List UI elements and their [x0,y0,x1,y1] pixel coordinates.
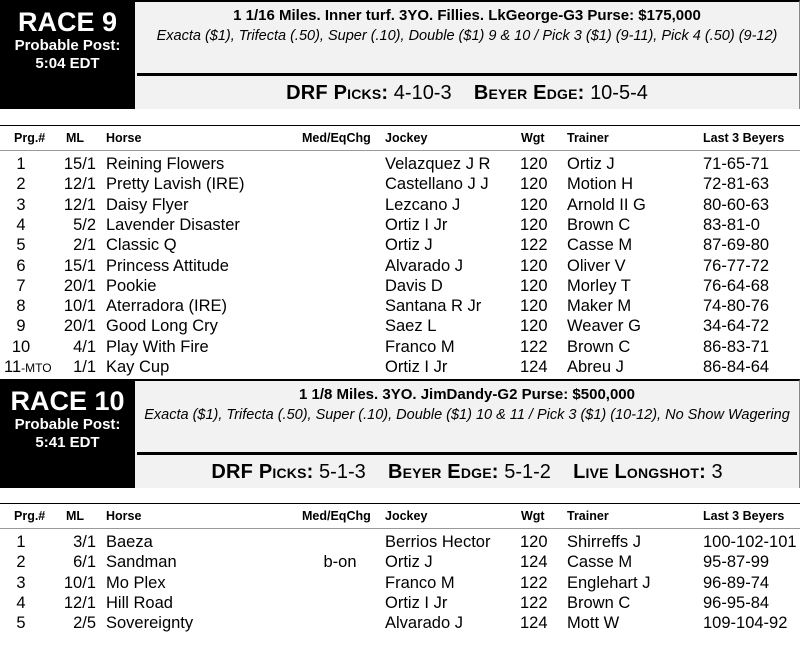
cell-beyers: 87-69-80 [703,236,770,255]
cell-ml: 2/1 [73,236,96,255]
cell-beyers: 34-64-72 [703,317,770,336]
cell-wgt: 122 [520,573,548,592]
cell-wgt: 120 [520,195,548,214]
cell-horse: Baeza [106,533,153,551]
cell-beyers: 72-81-63 [703,175,770,194]
table-row [0,195,800,215]
cell-jockey: Franco M [385,573,455,592]
cell-ml: 20/1 [63,276,96,295]
table-row [0,337,800,357]
table-row [0,215,800,235]
cell-prg: 3 [16,573,26,592]
col-beyers: Last 3 Beyers [703,131,785,145]
race-9-post-label: Probable Post: [14,37,121,54]
drf-picks-label: DRF Picks: [286,82,389,104]
cell-prg: 4 [16,215,26,234]
table-row [0,296,800,316]
cell-jockey: Lezcano J [385,195,461,214]
cell-jockey: Ortiz J [385,236,433,255]
race-10-picks [135,459,799,485]
cell-prg: 1 [16,155,26,173]
beyer-edge-label: Beyer Edge: [473,82,585,104]
cell-trainer: Mott W [567,614,620,633]
cell-jockey: Alvarado J [385,256,463,275]
table-row [0,174,800,194]
race-9-header [0,0,800,109]
col-trainer: Trainer [567,509,609,523]
table-row [0,532,800,552]
cell-ml: 1/1 [73,358,96,376]
cell-horse: Play With Fire [106,337,209,356]
cell-horse: Good Long Cry [106,317,218,336]
cell-trainer: Maker M [567,297,632,316]
beyer-edge-value: 10-5-4 [590,82,648,104]
cell-prg-suffix: -MTO [21,361,52,375]
cell-wgt: 120 [520,276,548,295]
table-row [0,613,800,633]
race-9-number: RACE 9 [17,7,118,37]
cell-horse: Hill Road [106,593,173,612]
cell-prg: 7 [16,276,26,295]
race-10-section [0,379,800,488]
cell-trainer: Shirreffs J [567,533,641,551]
cell-prg: 9 [16,317,26,336]
cell-jockey: Berrios Hector [385,533,491,551]
cell-beyers: 96-89-74 [703,573,770,592]
cell-wgt: 120 [520,215,548,234]
race-10-number: RACE 10 [10,386,125,416]
table-row [0,154,800,174]
drf-picks-label: DRF Picks: [211,461,314,483]
cell-ml: 20/1 [63,317,96,336]
race-10-info [135,379,800,488]
col-ml: ML [66,131,85,145]
cell-horse: Princess Attitude [106,256,229,275]
cell-trainer: Brown C [567,337,631,356]
table-row [0,276,800,296]
col-wgt: Wgt [521,131,545,145]
race-9-section [0,0,800,109]
col-prg: Prg.# [14,131,46,145]
race-10-label-box [0,379,135,488]
cell-beyers: 86-84-64 [703,358,770,376]
cell-ml: 12/1 [63,195,96,214]
cell-ml: 15/1 [63,256,96,275]
cell-ml: 15/1 [63,155,96,173]
cell-ml: 12/1 [63,593,96,612]
drf-picks-value: 4-10-3 [393,82,452,104]
cell-ml: 10/1 [63,573,96,592]
cell-wgt: 120 [520,297,548,316]
beyer-edge-label: Beyer Edge: [387,461,499,483]
cell-horse: Reining Flowers [106,155,225,173]
cell-prg: 2 [16,175,26,194]
cell-jockey: Ortiz J [385,553,433,572]
live-longshot-value: 3 [711,461,723,483]
cell-horse: Sovereignty [106,614,194,633]
race-10-header [0,379,800,488]
cell-jockey: Davis D [385,276,443,295]
cell-prg: 5 [16,614,26,633]
cell-beyers: 96-95-84 [703,593,770,612]
col-trainer: Trainer [567,131,609,145]
table-row [0,357,800,377]
cell-beyers: 80-60-63 [703,195,770,214]
cell-beyers: 71-65-71 [703,155,770,173]
cell-horse: Daisy Flyer [106,195,189,214]
cell-prg: 6 [16,256,26,275]
col-horse: Horse [106,131,142,145]
table-row [0,256,800,276]
cell-wgt: 122 [520,236,548,255]
race-10-wagers: Exacta ($1), Trifecta (.50), Super (.10), Double ($1) 10 & 11 / Pick 3 ($1) (10-12), No Show Wagering [144,407,790,423]
live-longshot-label: Live Longshot: [573,461,706,483]
table-row [0,552,800,572]
col-med: Med/EqChg [302,131,371,145]
col-prg: Prg.# [14,509,46,523]
cell-prg: 1 [16,533,26,551]
cell-horse: Sandman [106,553,177,572]
col-wgt: Wgt [521,509,545,523]
col-beyers: Last 3 Beyers [703,509,785,523]
cell-trainer: Abreu J [567,358,624,376]
cell-jockey: Velazquez J R [385,155,491,173]
cell-ml: 2/5 [73,614,96,633]
drf-picks-value: 5-1-3 [319,461,366,483]
cell-wgt: 120 [520,533,548,551]
cell-ml: 6/1 [73,553,96,572]
cell-wgt: 124 [520,358,548,376]
cell-beyers: 74-80-76 [703,297,770,316]
race-10-column-header [0,503,800,529]
col-horse: Horse [106,509,142,523]
cell-wgt: 122 [520,593,548,612]
cell-wgt: 120 [520,175,548,194]
cell-beyers: 83-81-0 [703,215,760,234]
table-row [0,316,800,336]
beyer-edge-value: 5-1-2 [504,461,551,483]
cell-prg-number: 11 [4,358,22,376]
cell-horse: Pookie [106,276,157,295]
cell-trainer: Brown C [567,215,631,234]
cell-beyers: 86-83-71 [703,337,770,356]
col-jockey: Jockey [385,509,428,523]
cell-jockey: Ortiz I Jr [385,358,448,376]
race-9-column-header [0,125,800,151]
cell-jockey: Ortiz I Jr [385,215,448,234]
cell-ml: 5/2 [73,215,96,234]
race-9-picks [135,80,799,106]
race-9-divider [137,73,797,76]
cell-jockey: Franco M [385,337,455,356]
race-10-post-time: 5:41 EDT [35,434,100,451]
cell-ml: 12/1 [63,175,96,194]
cell-wgt: 120 [520,155,548,173]
cell-ml: 3/1 [73,533,96,551]
race-9-label-box [0,0,135,109]
cell-ml: 4/1 [73,337,96,356]
race-9-post-time: 5:04 EDT [35,55,100,72]
cell-jockey: Santana R Jr [385,297,482,316]
cell-trainer: Motion H [567,175,634,194]
cell-beyers: 76-64-68 [703,276,770,295]
cell-horse: Classic Q [106,236,177,255]
cell-trainer: Morley T [567,276,631,295]
cell-trainer: Englehart J [567,573,651,592]
cell-beyers: 76-77-72 [703,256,770,275]
race-9-wagers: Exacta ($1), Trifecta (.50), Super (.10), Double ($1) 9 & 10 / Pick 3 ($1) (9-11), Pick 4 (.50) (9-12) [156,28,778,44]
cell-wgt: 120 [520,256,548,275]
race-10-divider [137,452,797,455]
cell-trainer: Weaver G [567,317,641,336]
race-9-info [135,0,800,109]
race-10-post-label: Probable Post: [14,416,121,433]
cell-beyers: 109-104-92 [703,614,788,633]
cell-jockey: Ortiz I Jr [385,593,448,612]
col-ml: ML [66,509,85,523]
cell-prg: 10 [11,337,31,356]
cell-horse: Aterradora (IRE) [106,297,228,316]
cell-jockey: Castellano J J [385,175,489,194]
cell-wgt: 120 [520,317,548,336]
race-10-conditions: 1 1/8 Miles. 3YO. JimDandy-G2 Purse: $500,000 [298,386,635,403]
cell-wgt: 122 [520,337,548,356]
cell-horse: Lavender Disaster [106,215,240,234]
cell-prg: 4 [16,593,26,612]
cell-beyers: 95-87-99 [703,553,770,572]
cell-prg: 8 [16,297,26,316]
col-med: Med/EqChg [302,509,371,523]
cell-prg: 2 [16,553,26,572]
cell-beyers: 100-102-101 [703,533,797,551]
cell-wgt: 124 [520,553,548,572]
cell-wgt: 124 [520,614,548,633]
cell-prg: 3 [16,195,26,214]
table-row [0,235,800,255]
cell-trainer: Casse M [567,236,633,255]
cell-horse: Pretty Lavish (IRE) [106,175,245,194]
cell-prg: 5 [16,236,26,255]
cell-trainer: Arnold II G [567,195,646,214]
table-row [0,573,800,593]
cell-jockey: Saez L [385,317,437,336]
cell-horse: Kay Cup [106,358,170,376]
cell-med: b-on [323,553,357,572]
col-jockey: Jockey [385,131,428,145]
cell-trainer: Brown C [567,593,631,612]
cell-horse: Mo Plex [106,573,166,592]
cell-ml: 10/1 [63,297,96,316]
cell-trainer: Ortiz J [567,155,615,173]
table-row [0,593,800,613]
cell-trainer: Oliver V [567,256,626,275]
cell-trainer: Casse M [567,553,633,572]
cell-jockey: Alvarado J [385,614,463,633]
race-9-conditions: 1 1/16 Miles. Inner turf. 3YO. Fillies. LkGeorge-G3 Purse: $175,000 [233,7,701,24]
